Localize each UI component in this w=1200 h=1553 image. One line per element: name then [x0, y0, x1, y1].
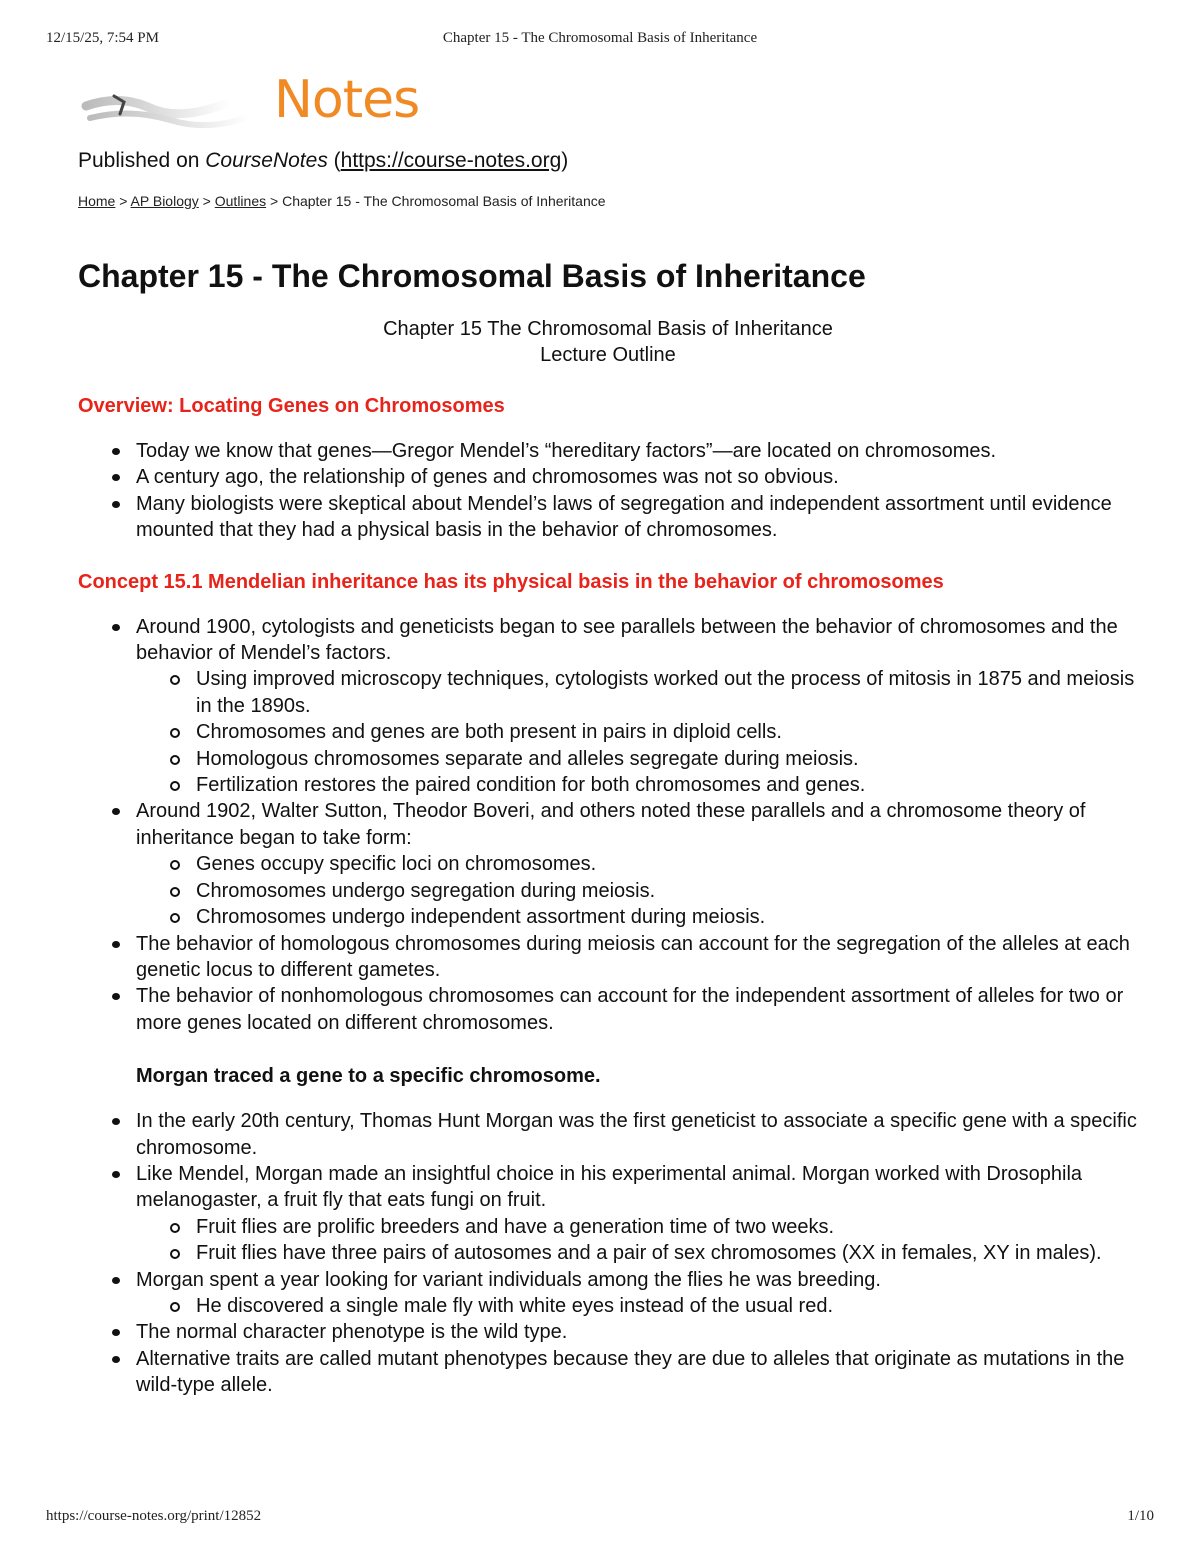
list-item: Many biologists were skeptical about Mendel’s laws of segregation and independent assortment until evidence mounted that they had a physical basis in the behavior of chromosomes. — [136, 491, 1138, 544]
list-item: Morgan spent a year looking for variant individuals among the flies he was breeding. He discovered a single male fly with white eyes instead of the usual red. — [136, 1267, 1138, 1320]
logo-wordmark: Notes — [274, 70, 420, 130]
concept-heading: Concept 15.1 Mendelian inheritance has its physical basis in the behavior of chromosomes — [78, 570, 944, 593]
sub-list-item: Using improved microscopy techniques, cytologists worked out the process of mitosis in 1875 and meiosis in the 1890s. — [196, 666, 1138, 719]
overview-heading: Overview: Locating Genes on Chromosomes — [78, 395, 505, 417]
sub-list-item: Chromosomes undergo segregation during meiosis. — [196, 878, 1138, 904]
list-item: In the early 20th century, Thomas Hunt Morgan was the first geneticist to associate a specific gene with a specific chromosome. — [136, 1108, 1138, 1161]
page-number: 1/10 — [1127, 1508, 1154, 1524]
print-title: Chapter 15 - The Chromosomal Basis of Inheritance — [442, 30, 758, 46]
sub-list — [136, 851, 1138, 930]
print-url: https://course-notes.org/print/12852 — [46, 1508, 262, 1524]
sub-list-item: Fruit flies are prolific breeders and have a generation time of two weeks. — [196, 1214, 1138, 1240]
morgan-list — [78, 1108, 1138, 1398]
list-item: Like Mendel, Morgan made an insightful choice in his experimental animal. Morgan worked with Drosophila melanogaster, a fruit fly that eats fungi on fruit. Fruit flies are prolific breeders and have a generation time of two weeks. Fruit flies have three pairs of autosomes and a pair of sex chromosomes (XX in females, XY in males). — [136, 1161, 1138, 1267]
list-item: The behavior of nonhomologous chromosomes can account for the independent assortment of alleles for two or more genes located on different chromosomes. — [136, 983, 1138, 1036]
list-item: The behavior of homologous chromosomes during meiosis can account for the segregation of the alleles at each genetic locus to different gametes. — [136, 931, 1138, 984]
page-content — [78, 70, 1138, 1399]
subtitle-line-1: Chapter 15 The Chromosomal Basis of Inheritance — [383, 318, 833, 340]
sub-list-item: Homologous chromosomes separate and alleles segregate during meiosis. — [196, 746, 1138, 772]
breadcrumb-home-link[interactable]: Home — [78, 193, 116, 209]
breadcrumb-ap-biology-link[interactable]: AP Biology — [130, 193, 199, 209]
print-datetime: 12/15/25, 7:54 PM — [46, 30, 159, 46]
sub-list — [136, 1293, 1138, 1319]
sub-list-item: Fertilization restores the paired condition for both chromosomes and genes. — [196, 772, 1138, 798]
sub-list-item: Genes occupy specific loci on chromosomes. — [196, 851, 1138, 877]
list-item: The normal character phenotype is the wild type. — [136, 1319, 1138, 1345]
site-url-link[interactable]: https://course-notes.org — [340, 149, 562, 172]
published-line: Published on CourseNotes (https://course-notes.org) — [78, 149, 569, 172]
list-item: Around 1900, cytologists and geneticists began to see parallels between the behavior of chromosomes and the behavior of Mendel’s factors. Using improved microscopy techniques, cytologists worked out the process of mitosis in 1875 and meiosis in the 1890s. Chromosomes and genes are both present in pairs in diploid cells. Homologous chromosomes separate and alleles segregate during meiosis. Fertilization restores the paired condition for both chromosomes and genes. — [136, 614, 1138, 799]
sub-list-item: Chromosomes undergo independent assortment during meiosis. — [196, 904, 1138, 930]
sub-list-item: Fruit flies have three pairs of autosomes and a pair of sex chromosomes (XX in females, XY in males). — [196, 1240, 1138, 1266]
sub-list — [136, 1214, 1138, 1267]
breadcrumb: Home > AP Biology > Outlines > Chapter 15 - The Chromosomal Basis of Inheritance — [78, 193, 606, 209]
sub-list — [136, 666, 1138, 798]
sub-list-item: Chromosomes and genes are both present in pairs in diploid cells. — [196, 719, 1138, 745]
list-item: Alternative traits are called mutant phenotypes because they are due to alleles that originate as mutations in the wild-type allele. — [136, 1346, 1138, 1399]
list-item: Today we know that genes—Gregor Mendel’s “hereditary factors”—are located on chromosomes. — [136, 438, 1138, 464]
breadcrumb-outlines-link[interactable]: Outlines — [214, 193, 267, 209]
coursenotes-logo[interactable] — [78, 70, 438, 138]
breadcrumb-current: Chapter 15 - The Chromosomal Basis of Inheritance — [282, 193, 606, 209]
site-name: CourseNotes — [205, 149, 328, 172]
subtitle-line-2: Lecture Outline — [540, 344, 676, 366]
list-item: Around 1902, Walter Sutton, Theodor Boveri, and others noted these parallels and a chromosome theory of inheritance began to take form: Genes occupy specific loci on chromosomes. Chromosomes undergo segregation during meiosis. Chromosomes undergo independent assortment during meiosis. — [136, 798, 1138, 930]
page-title: Chapter 15 - The Chromosomal Basis of Inheritance — [78, 258, 866, 294]
list-item: A century ago, the relationship of genes and chromosomes was not so obvious. — [136, 464, 1138, 490]
overview-list — [78, 438, 1138, 544]
concept-list — [78, 614, 1138, 1037]
lecture-subtitle — [78, 316, 1138, 368]
sub-list-item: He discovered a single male fly with white eyes instead of the usual red. — [196, 1293, 1138, 1319]
morgan-subheading: Morgan traced a gene to a specific chromosome. — [136, 1065, 601, 1088]
logo-swoosh-icon — [80, 78, 270, 134]
